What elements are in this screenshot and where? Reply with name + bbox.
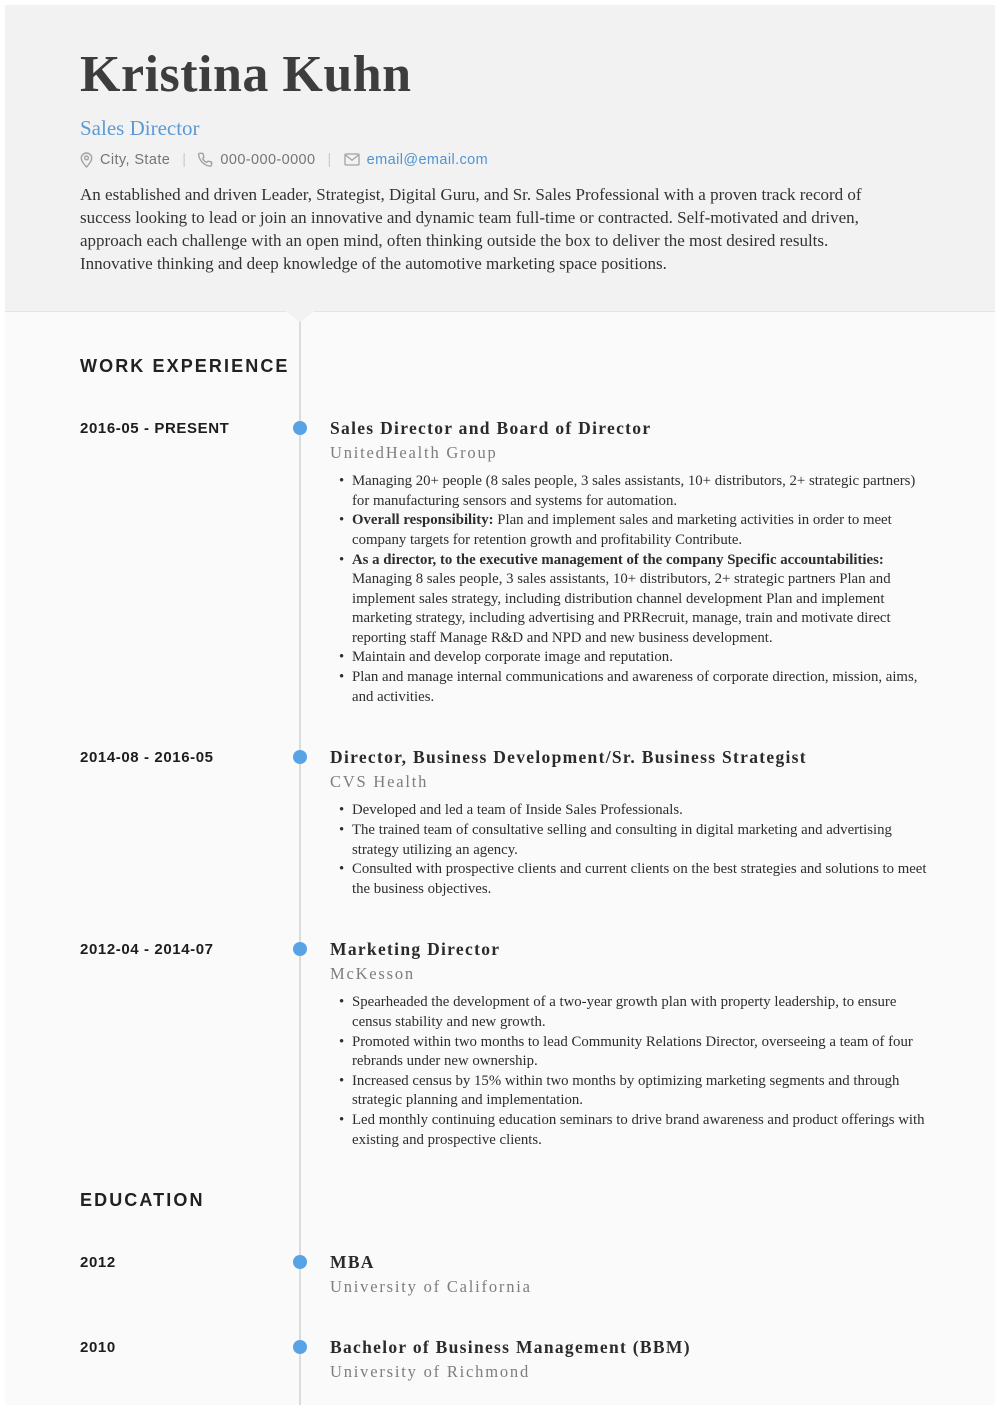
education-entry: [5, 1337, 995, 1382]
education-degree: Bachelor of Business Management (BBM): [330, 1337, 691, 1358]
education-school: University of Richmond: [330, 1362, 530, 1382]
email-envelope-icon: [344, 153, 360, 166]
timeline-dot: [293, 942, 307, 956]
education-content: [330, 1337, 930, 1382]
job-content: [330, 747, 930, 899]
job-bullet: • The trained team of consultative selling and consulting in digital marketing and advertising strategy utilizing an agency.: [339, 821, 930, 860]
job-bullet: • Led monthly continuing education seminars to drive brand awareness and product offerings with existing and prospective clients.: [339, 1111, 930, 1150]
job-bullet: • Promoted within two months to lead Community Relations Director, overseeing a team of four rebrands under new ownership.: [339, 1033, 930, 1072]
person-job-title: Sales Director: [80, 115, 200, 140]
resume-header: [5, 5, 995, 312]
job-entry: [5, 939, 995, 1150]
contact-email-link[interactable]: email@email.com: [366, 151, 489, 168]
job-date: 2016-05 - PRESENT: [80, 420, 230, 437]
location-pin-icon: [80, 152, 93, 168]
education-degree: MBA: [330, 1252, 375, 1273]
section-heading-work-experience: WORK EXPERIENCE: [80, 356, 290, 376]
job-entry: [5, 418, 995, 707]
job-date: 2014-08 - 2016-05: [80, 749, 214, 767]
job-title: Director, Business Development/Sr. Business Strategist: [330, 747, 807, 768]
job-bullet-list: [330, 472, 930, 707]
contact-location: City, State: [100, 151, 171, 168]
job-bullet: • Developed and led a team of Inside Sales Professionals.: [339, 801, 930, 821]
job-company: McKesson: [330, 964, 415, 984]
job-bullet: • As a director, to the executive management of the company Specific accountabilities: Managing 8 sales people, 3 sales assistants, 10+ distributors, 2+ strategic partners Plan and implement sales strategy, including distribution channel development Plan and implement marketing strategy, including advertising and PRRecruit, manage, train and motivate direct reporting staff Manage R&D and NPD and new business development.: [339, 551, 930, 649]
job-bullet: • Overall responsibility: Plan and implement sales and marketing activities in order to meet company targets for retention growth and profitability Contribute.: [339, 511, 930, 550]
contact-separator: |: [182, 151, 187, 168]
job-entry: [5, 747, 995, 899]
job-title: Marketing Director: [330, 939, 501, 960]
header-notch: [285, 311, 315, 322]
contact-row: [80, 152, 905, 168]
job-content: [330, 418, 930, 707]
section-heading-education: EDUCATION: [80, 1190, 205, 1211]
job-content: [330, 939, 930, 1150]
job-company: UnitedHealth Group: [330, 443, 498, 463]
job-bullet: • Consulted with prospective clients and current clients on the best strategies and solutions to meet the business objectives.: [339, 860, 930, 899]
phone-icon: [198, 152, 213, 167]
timeline-dot: [293, 421, 307, 435]
job-date: 2012-04 - 2014-07: [80, 941, 214, 959]
job-title: Sales Director and Board of Director: [330, 418, 652, 438]
summary-text: An established and driven Leader, Strategist, Digital Guru, and Sr. Sales Professional with a proven track record of success looking to lead or join an innovative and dynamic team full-time or contracted. Self-motivated and driven, approach each challenge with an open mind, often thinking outside the box to deliver the most desired results. Innovative thinking and deep knowledge of the automotive marketing space positions.: [80, 184, 862, 274]
education-school: University of California: [330, 1277, 532, 1297]
person-name: Kristina Kuhn: [80, 46, 412, 103]
education-content: [330, 1252, 930, 1297]
job-bullet: • Managing 20+ people (8 sales people, 3 sales assistants, 10+ distributors, 2+ strategic partners) for manufacturing sensors and systems for automation.: [339, 472, 930, 511]
job-bullet-list: [330, 801, 930, 899]
job-bullet: • Spearheaded the development of a two-year growth plan with property leadership, to ensure census stability and new growth.: [339, 993, 930, 1032]
resume-body: [5, 312, 995, 1405]
timeline-dot: [293, 750, 307, 764]
job-bullet: • Maintain and develop corporate image and reputation.: [339, 648, 930, 668]
job-bullet: • Increased census by 15% within two months by optimizing marketing segments and through strategic planning and implementation.: [339, 1072, 930, 1111]
contact-separator: |: [327, 151, 332, 168]
job-company: CVS Health: [330, 772, 429, 792]
contact-phone: 000-000-0000: [220, 151, 316, 168]
education-date: 2012: [80, 1254, 116, 1272]
education-entry: [5, 1252, 995, 1297]
timeline-dot: [293, 1255, 307, 1269]
education-date: 2010: [80, 1339, 116, 1357]
job-bullet-list: [330, 993, 930, 1150]
job-bullet: • Plan and manage internal communications and awareness of corporate direction, mission, aims, and activities.: [339, 668, 930, 707]
timeline-dot: [293, 1340, 307, 1354]
